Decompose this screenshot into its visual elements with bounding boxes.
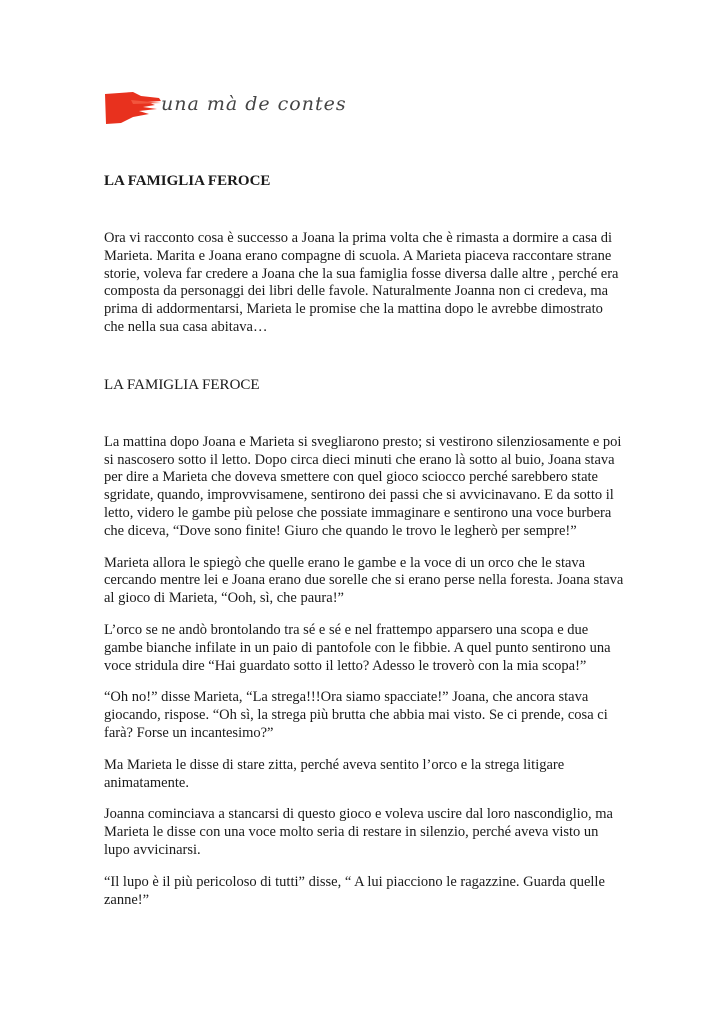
logo xyxy=(103,90,347,126)
story-paragraph: L’orco se ne andò brontolando tra sé e sé e nel frattempo apparsero una scopa e due gambe bianche infilate in un paio di pantofole con le fibbie. A quel punto sentirono una voce stridula dire “Hai guardato sotto il letto? Adesso le troverò con la mia scopa!” xyxy=(104,621,611,674)
brush-stroke-icon xyxy=(103,90,163,126)
story-text xyxy=(104,434,624,910)
story-paragraph: Joanna cominciava a stancarsi di questo gioco e voleva uscire dal loro nascondiglio, ma Marieta le disse con una voce molto seria di restare in silenzio, perché aveva visto un lupo avvicinarsi. xyxy=(104,806,613,858)
document-title: LA FAMIGLIA FEROCE xyxy=(104,173,271,189)
document-body xyxy=(104,172,624,923)
story-paragraph: Ma Marieta le disse di stare zitta, perché aveva sentito l’orco e la strega litigare animatamente. xyxy=(104,756,565,791)
story-paragraph: “Oh no!” disse Marieta, “La strega!!!Ora siamo spacciate!” Joana, che ancora stava giocando, rispose. “Oh sì, la strega più brutta che abbia mai visto. Se ci prende, cosa ci farà? Forse un incantesimo?” xyxy=(104,689,608,741)
logo-text: una mà de contes xyxy=(161,93,347,115)
story-title: LA FAMIGLIA FEROCE xyxy=(104,376,260,393)
story-paragraph: Marieta allora le spiegò che quelle erano le gambe e la voce di un orco che le stava cercando mentre lei e Joana erano due sorelle che si erano perse nella foresta. Joana stava al gioco di Marieta, “Ooh, sì, che paura!” xyxy=(104,554,624,607)
intro-paragraph: Ora vi racconto cosa è successo a Joana la prima volta che è rimasta a dormire a casa di Marieta. Marita e Joana erano compagne di scuola. A Marieta piaceva raccontare strane storie, voleva far credere a Joana che la sua famiglia fosse diversa dalle altre , perché era composta da personaggi dei libri delle favole. Naturalmente Joanna non ci credeva, ma prima di addormentarsi, Marieta le promise che la mattina dopo le avrebbe dimostrato che nella sua casa abitava… xyxy=(104,230,619,335)
story-paragraph: “Il lupo è il più pericoloso di tutti” disse, “ A lui piacciono le ragazzine. Guarda quelle zanne!” xyxy=(104,873,605,908)
story-paragraph: La mattina dopo Joana e Marieta si svegliarono presto; si vestirono silenziosamente e poi si nascosero sotto il letto. Dopo circa dieci minuti che erano là sotto al buio, Joana stava per dire a Marieta che doveva smettere con quel gioco sciocco perché sarebbero state sgridate, quando, improvvisamene, sentirono dei passi che si avvicinavano. E da sotto il letto, videro le gambe più pelose che possiate immaginare e sentirono una voce burbera che diceva, “Dove sono finite! Giuro che quando le trovo le legherò per sempre!” xyxy=(104,433,622,539)
